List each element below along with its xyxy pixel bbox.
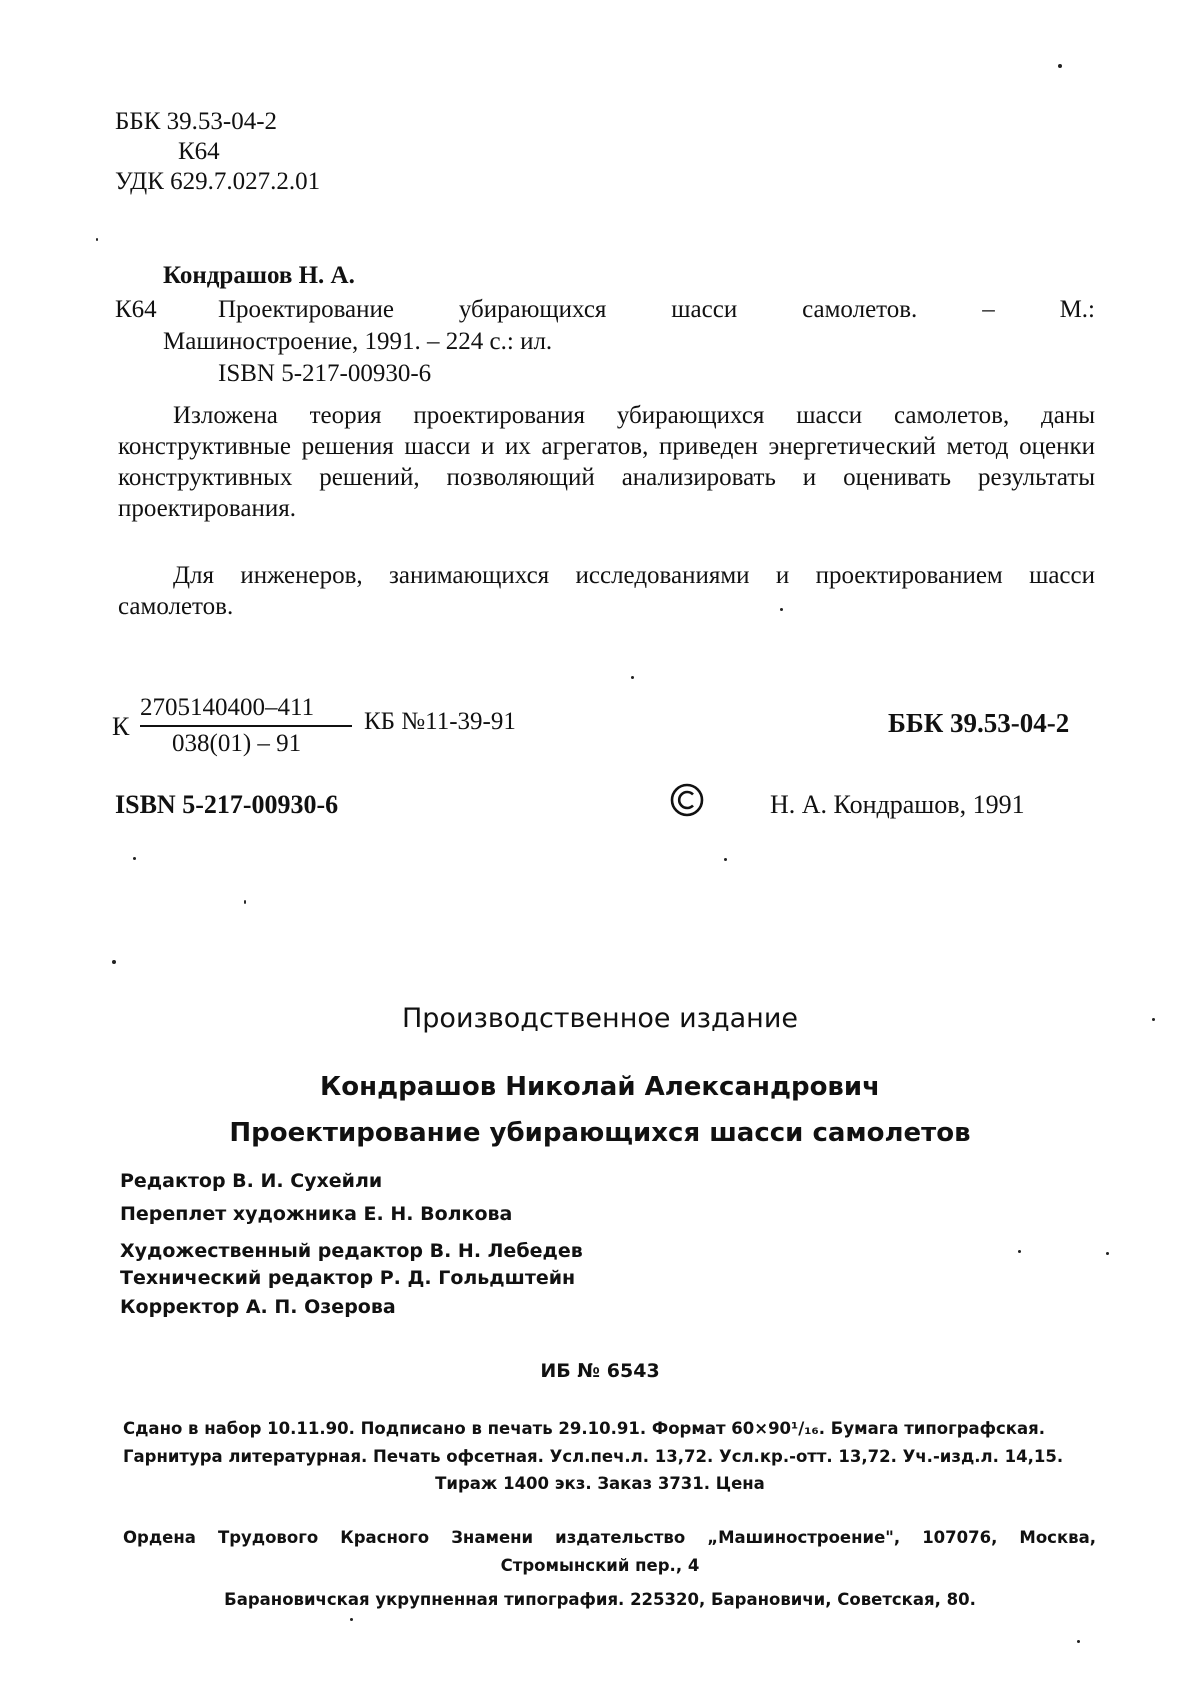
print-details-line: Гарнитура литературная. Печать офсетная. Усл.печ.л. 13,72. Усл.кр.-отт. 13,72. Уч.-изд.л. 14,15. (123, 1447, 1064, 1466)
scan-speck (350, 1618, 353, 1621)
copyright-icon (670, 783, 704, 817)
catalog-denominator: 038(01) – 91 (172, 730, 302, 757)
scan-speck (780, 608, 783, 611)
catalog-isbn: ISBN 5-217-00930-6 (115, 790, 339, 819)
scan-speck (1058, 64, 1062, 68)
author-mark: К64 (178, 138, 220, 165)
ib-number: ИБ № 6543 (540, 1360, 660, 1382)
publisher-address: Стромынский пер., 4 (500, 1556, 700, 1575)
abstract-paragraph: Изложена теория проектирования убирающихся шасси самолетов, даны конструктивные решения шасси и их агрегатов, приведен энергетический метод оценки конструктивных решений, позволяющий анализировать и оценивать результаты проектирования. (118, 402, 1095, 522)
scan-speck (1106, 1252, 1109, 1255)
staff-proofreader: Корректор А. П. Озерова (120, 1296, 396, 1318)
bbk-index: ББК 39.53-04-2 (115, 108, 278, 135)
staff-cover-artist: Переплет художника Е. Н. Волкова (120, 1203, 513, 1225)
scan-speck (112, 960, 116, 964)
record-publisher-line: Машиностроение, 1991. – 224 с.: ил. (163, 328, 553, 355)
catalog-numerator: 2705140400–411 (140, 694, 315, 721)
staff-technical-editor: Технический редактор Р. Д. Гольдштейн (120, 1267, 576, 1289)
staff-art-editor: Художественный редактор В. Н. Лебедев (120, 1240, 583, 1262)
record-author: Кондрашов Н. А. (163, 262, 355, 289)
scan-speck (96, 238, 98, 241)
print-details-line: Сдано в набор 10.11.90. Подписано в печать 29.10.91. Формат 60×90¹/₁₆. Бумага типографская. (123, 1419, 1045, 1438)
publisher-line: Ордена Трудового Красного Знамени издательство „Машиностроение", 107076, Москва, (123, 1528, 1096, 1547)
staff-editor: Редактор В. И. Сухейли (120, 1170, 383, 1192)
audience-paragraph: Для инженеров, занимающихся исследованиями и проектированием шасси самолетов. (118, 562, 1095, 620)
catalog-kb-number: КБ №11-39-91 (364, 708, 516, 735)
record-title-line: Проектирование убирающихся шасси самолетов. – М.: (218, 296, 1095, 323)
scan-speck (631, 676, 634, 679)
scan-speck (724, 858, 727, 861)
print-run-line: Тираж 1400 экз. Заказ 3731. Цена (435, 1474, 765, 1493)
catalog-k-letter: К (112, 712, 130, 741)
fraction-bar (140, 725, 352, 727)
scan-speck (133, 857, 136, 860)
record-author-mark: К64 (115, 296, 157, 323)
book-title: Проектирование убирающихся шасси самолетов (229, 1118, 971, 1148)
scan-speck (1077, 1640, 1080, 1643)
printer-line: Барановичская укрупненная типография. 225320, Барановичи, Советская, 80. (224, 1590, 976, 1609)
record-isbn: ISBN 5-217-00930-6 (218, 360, 432, 387)
udk-index: УДК 629.7.027.2.01 (115, 168, 321, 195)
catalog-bbk: ББК 39.53-04-2 (888, 708, 1070, 738)
scan-speck (1018, 1250, 1021, 1253)
author-full-name: Кондрашов Николай Александрович (320, 1072, 880, 1102)
scan-speck (1152, 1018, 1155, 1021)
copyright-holder: Н. А. Кондрашов, 1991 (770, 790, 1025, 819)
scan-speck (244, 900, 246, 904)
edition-type: Производственное издание (401, 1003, 798, 1034)
